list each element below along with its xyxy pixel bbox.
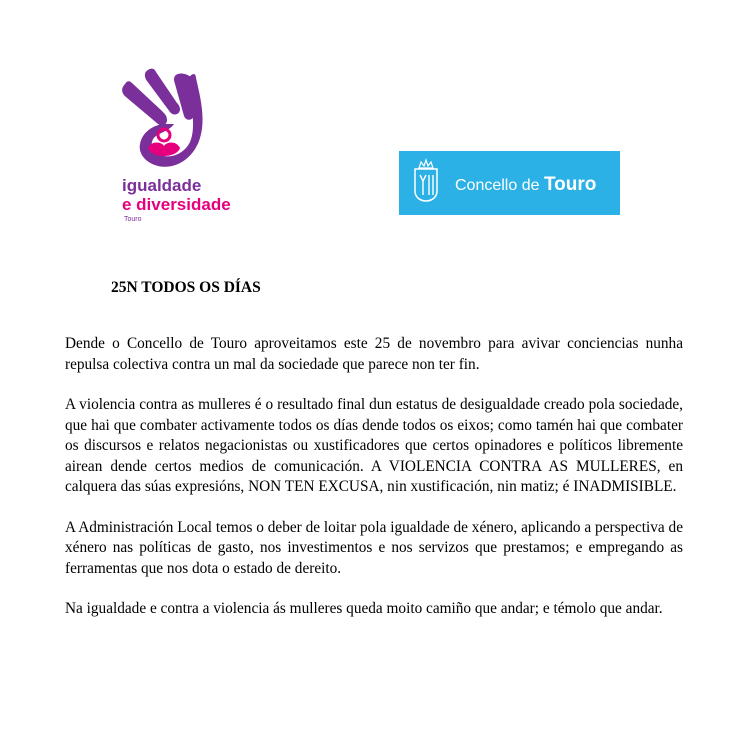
document-title: 25N TODOS OS DÍAS xyxy=(111,279,261,296)
concello-emblem-icon xyxy=(399,151,620,215)
hand-ok-icon xyxy=(118,66,253,226)
paragraph: A Administración Local temos o deber de loitar pola igualdade de xénero, aplicando a perspectiva de xénero nas políticas de gasto, nos investimentos e nos servizos que prestamos; e empregando as ferramentas que nos dota o estado de dereito. xyxy=(65,518,683,577)
document-body xyxy=(65,334,683,640)
logo-line1: igualdade xyxy=(122,176,202,195)
paragraph: A violencia contra as mulleres é o resultado final dun estatus de desigualdade creado pola sociedade, que hai que combater activamente todos os días dende todos os eixos; como tamén hai que combater os discursos e relatos negacionistas ou xustificadores que certos opinadores e políticos libremente airean dende certos medios de comunicación. A VIOLENCIA CONTRA AS MULLERES, en calquera das súas expresións, NON TEN EXCUSA, nin xustificación, nin matiz; é INADMISIBLE. xyxy=(65,396,683,495)
paragraph: Dende o Concello de Touro aproveitamos este 25 de novembro para avivar conciencias nunha repulsa colectiva contra un mal da sociedade que parece non ter fin. xyxy=(65,335,683,373)
svg-text:Concello de Touro xyxy=(455,174,596,195)
logo-line2: e diversidade xyxy=(122,195,231,214)
concello-de-touro-logo xyxy=(399,151,620,215)
paragraph: Na igualdade e contra a violencia ás mulleres queda moito camiño que andar; e témolo que andar. xyxy=(65,600,663,617)
logo-place: Touro xyxy=(124,216,142,223)
igualdade-diversidade-logo xyxy=(118,66,253,226)
concello-name: Touro xyxy=(543,174,597,195)
concello-prefix: Concello de xyxy=(455,177,544,194)
